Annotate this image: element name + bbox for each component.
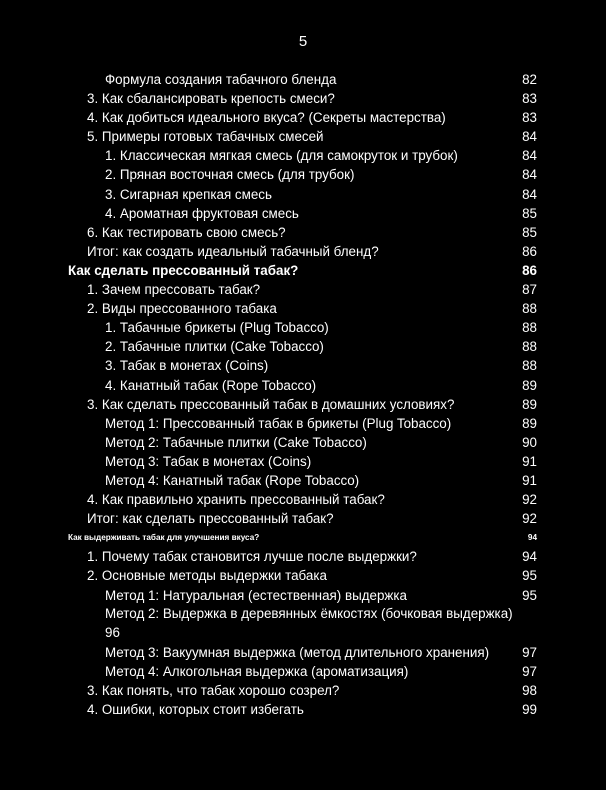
toc-entry-page-number: 99 [522,702,537,718]
toc-entry-page-number: 94 [522,549,537,565]
toc-entry-page-number: 94 [527,533,537,543]
toc-entry-page-number: 86 [522,243,537,259]
toc-entry[interactable] [0,395,606,414]
toc-entry[interactable] [0,165,606,184]
toc-entry[interactable] [0,605,606,643]
toc-entry-title: Как выдерживать табак для улучшения вкуса? [68,533,260,543]
toc-entry-title: 6. Как тестировать свою смесь? [87,224,286,240]
toc-entry[interactable] [0,376,606,395]
toc-entry-page-number: 88 [522,320,537,336]
toc-entry-page-number: 88 [522,358,537,374]
toc-entry-title: Метод 1: Прессованный табак в брикеты (Plug Tobacco) [105,415,452,431]
toc-entry[interactable] [0,223,606,242]
toc-entry-title: 5. Примеры готовых табачных смесей [87,129,324,145]
toc-entry[interactable] [0,242,606,261]
toc-entry[interactable] [0,299,606,318]
toc-entry-title: 4. Как добиться идеального вкуса? (Секреты мастерства) [87,110,446,126]
table-of-contents [0,70,606,719]
toc-entry-title: Формула создания табачного бленда [105,72,337,87]
toc-entry-page-number: 98 [522,683,537,698]
toc-entry-page-number: 84 [522,167,537,183]
toc-entry-page-number: 91 [522,472,537,488]
toc-entry[interactable] [0,509,606,528]
page-number: 5 [298,33,308,50]
toc-entry[interactable] [0,127,606,146]
toc-entry-title: Метод 4: Канатный табак (Rope Tobacco) [105,472,360,488]
toc-entry-title: Метод 2: Табачные плитки (Cake Tobacco) [105,434,367,450]
toc-entry-title: 1. Зачем прессовать табак? [87,282,261,298]
toc-entry-page-number: 92 [522,492,537,508]
toc-entry-title: 1. Классическая мягкая смесь (для самокруток и трубок) [105,148,458,164]
toc-entry-page-number: 87 [522,282,537,298]
toc-entry[interactable] [0,146,606,165]
toc-entry-page-number: 96 [105,624,120,640]
toc-entry[interactable] [0,566,606,585]
toc-entry-page-number: 85 [522,205,537,221]
toc-entry-page-number: 89 [522,396,537,412]
toc-entry-page-number: 97 [522,644,537,660]
toc-entry-title: Итог: как создать идеальный табачный бленд? [87,243,379,259]
toc-entry-page-number: 84 [522,186,537,202]
toc-entry-title: 2. Табачные плитки (Cake Tobacco) [105,339,324,355]
toc-entry-title: 2. Виды прессованного табака [87,301,277,317]
toc-entry-title: Метод 2: Выдержка в деревянных ёмкостях (бочковая выдержка) [105,605,513,621]
toc-entry-title: 3. Как сделать прессованный табак в домашних условиях? [87,396,455,412]
toc-entry-page-number: 91 [522,453,537,469]
toc-entry-title: 2. Основные методы выдержки табака [87,568,327,584]
toc-entry[interactable] [0,70,606,89]
toc-entry[interactable] [0,586,606,605]
toc-entry-page-number: 84 [522,148,537,164]
toc-entry[interactable] [0,204,606,223]
toc-entry-title: Метод 1: Натуральная (естественная) выдержка [105,587,407,603]
toc-entry-title: 4. Как правильно хранить прессованный табак? [87,492,385,508]
toc-entry[interactable] [0,452,606,471]
toc-entry[interactable] [0,547,606,566]
toc-entry-title: Как сделать прессованный табак? [68,262,299,278]
toc-entry-page-number: 95 [522,568,537,584]
toc-entry-title: 4. Ошибки, которых стоит избегать [87,702,304,718]
toc-entry-title: 3. Табак в монетах (Coins) [105,358,269,374]
toc-entry-page-number: 92 [522,511,537,527]
toc-entry-title: Метод 3: Вакуумная выдержка (метод длительного хранения) [105,644,490,660]
toc-entry-page-number: 97 [522,663,537,679]
toc-entry[interactable] [0,662,606,681]
toc-entry[interactable] [0,337,606,356]
toc-entry-title: 3. Сигарная крепкая смесь [105,186,272,202]
toc-entry-page-number: 86 [522,262,537,278]
toc-entry-title: 4. Канатный табак (Rope Tobacco) [105,377,317,393]
toc-entry[interactable] [0,433,606,452]
toc-entry[interactable] [0,185,606,204]
toc-entry-page-number: 84 [522,129,537,145]
toc-entry-title: Итог: как сделать прессованный табак? [87,511,334,527]
toc-entry-page-number: 95 [522,587,537,603]
toc-entry-page-number: 82 [522,72,537,87]
toc-entry[interactable] [0,280,606,299]
toc-entry-page-number: 89 [522,415,537,431]
toc-entry[interactable] [0,414,606,433]
toc-entry-title: 1. Почему табак становится лучше после выдержки? [87,549,417,565]
toc-entry-title: 1. Табачные брикеты (Plug Tobacco) [105,320,329,336]
toc-entry[interactable] [0,356,606,375]
toc-entry-title: 3. Как сбалансировать крепость смеси? [87,91,335,107]
toc-entry[interactable] [0,471,606,490]
toc-entry-page-number: 83 [522,110,537,126]
toc-section-heading[interactable] [0,528,606,547]
toc-entry-title: Метод 4: Алкогольная выдержка (ароматизация) [105,663,409,679]
toc-entry-title: 2. Пряная восточная смесь (для трубок) [105,167,355,183]
toc-entry-page-number: 85 [522,224,537,240]
toc-entry-page-number: 88 [522,339,537,355]
toc-entry[interactable] [0,643,606,662]
toc-entry[interactable] [0,700,606,719]
toc-entry[interactable] [0,108,606,127]
toc-entry-page-number: 89 [522,377,537,393]
toc-entry-title: Метод 3: Табак в монетах (Coins) [105,453,312,469]
toc-entry[interactable] [0,490,606,509]
toc-entry-page-number: 83 [522,91,537,107]
toc-entry-page-number: 90 [522,434,537,450]
toc-entry-title: 3. Как понять, что табак хорошо созрел? [87,683,340,698]
toc-entry-title: 4. Ароматная фруктовая смесь [105,205,299,221]
toc-section-heading[interactable] [0,261,606,280]
toc-entry[interactable] [0,681,606,700]
toc-entry[interactable] [0,318,606,337]
toc-entry[interactable] [0,89,606,108]
toc-entry-page-number: 88 [522,301,537,317]
